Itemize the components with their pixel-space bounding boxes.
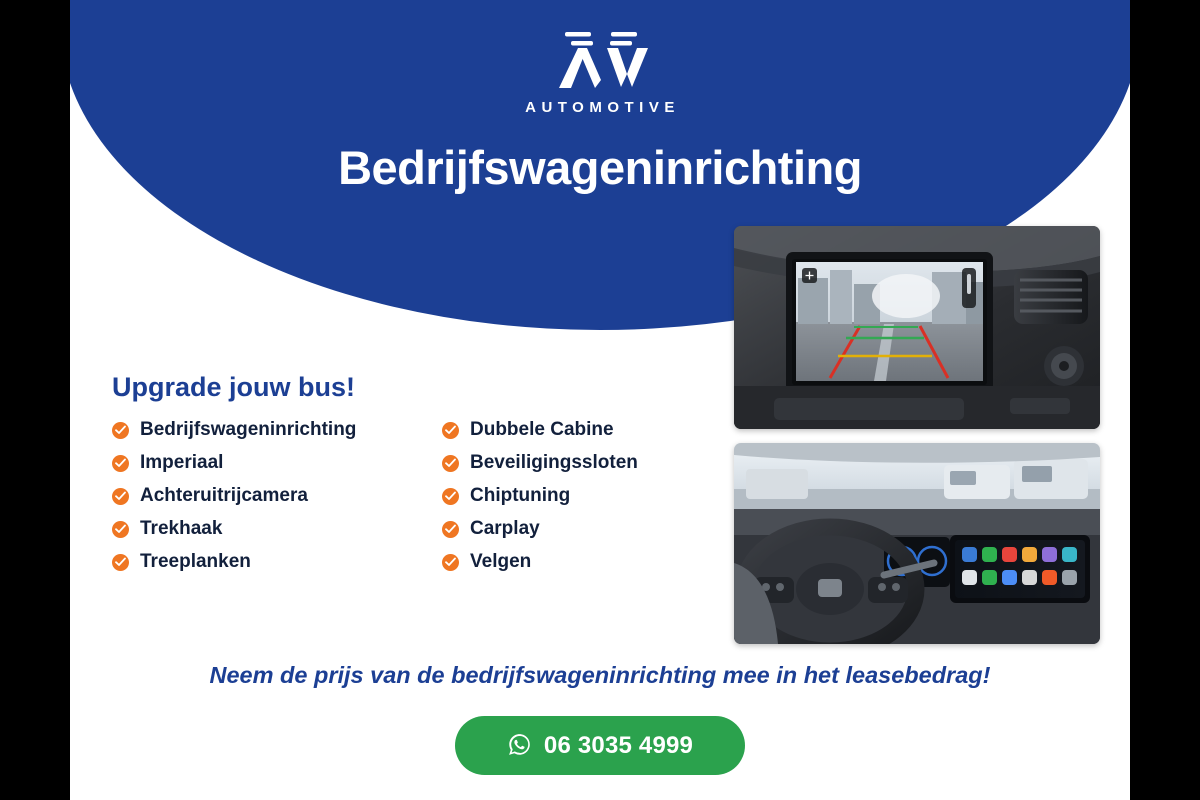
- check-icon: [112, 521, 129, 538]
- list-item: [112, 551, 412, 573]
- list-item: [442, 485, 702, 507]
- list-item: [442, 551, 702, 573]
- list-item-label: Trekhaak: [140, 518, 223, 539]
- check-icon: [442, 554, 459, 571]
- check-icon: [442, 422, 459, 439]
- list-item: [112, 485, 412, 507]
- list-item: [112, 518, 412, 540]
- list-item-label: Treeplanken: [140, 551, 251, 572]
- list-item: [112, 452, 412, 474]
- check-icon: [112, 422, 129, 439]
- check-icon: [442, 521, 459, 538]
- features-column-left: [112, 419, 412, 573]
- page-title: Bedrijfswageninrichting: [338, 141, 862, 194]
- whatsapp-phone-button[interactable]: [455, 716, 745, 775]
- brand-logo-subtitle: AUTOMOTIVE: [525, 99, 680, 116]
- features-section: [112, 372, 712, 573]
- list-item-label: Bedrijfswageninrichting: [140, 419, 357, 440]
- poster: [70, 0, 1130, 800]
- av-logo-icon: [515, 30, 685, 92]
- check-icon: [112, 554, 129, 571]
- check-icon: [442, 488, 459, 505]
- reversing-camera-screen-photo: [734, 226, 1100, 429]
- check-icon: [112, 455, 129, 472]
- list-item-label: Velgen: [470, 551, 532, 572]
- list-item-label: Chiptuning: [470, 485, 571, 506]
- phone-number-label: 06 3035 4999: [543, 731, 694, 759]
- check-icon: [112, 488, 129, 505]
- list-item: [442, 419, 702, 441]
- list-item-label: Beveiligingssloten: [470, 452, 638, 473]
- list-item: [112, 419, 412, 441]
- steering-wheel-dashboard-photo: [734, 443, 1100, 644]
- list-item: [442, 518, 702, 540]
- list-item: [442, 452, 702, 474]
- lease-tagline: Neem de prijs van de bedrijfswageninrichting mee in het leasebedrag!: [209, 662, 991, 688]
- features-heading: Upgrade jouw bus!: [112, 372, 355, 402]
- check-icon: [442, 455, 459, 472]
- whatsapp-icon: [507, 732, 532, 760]
- brand-logo: [70, 30, 1130, 116]
- features-column-right: [442, 419, 702, 573]
- list-item-label: Carplay: [470, 518, 540, 539]
- list-item-label: Achteruitrijcamera: [140, 485, 308, 506]
- list-item-label: Imperiaal: [140, 452, 224, 473]
- list-item-label: Dubbele Cabine: [470, 419, 614, 440]
